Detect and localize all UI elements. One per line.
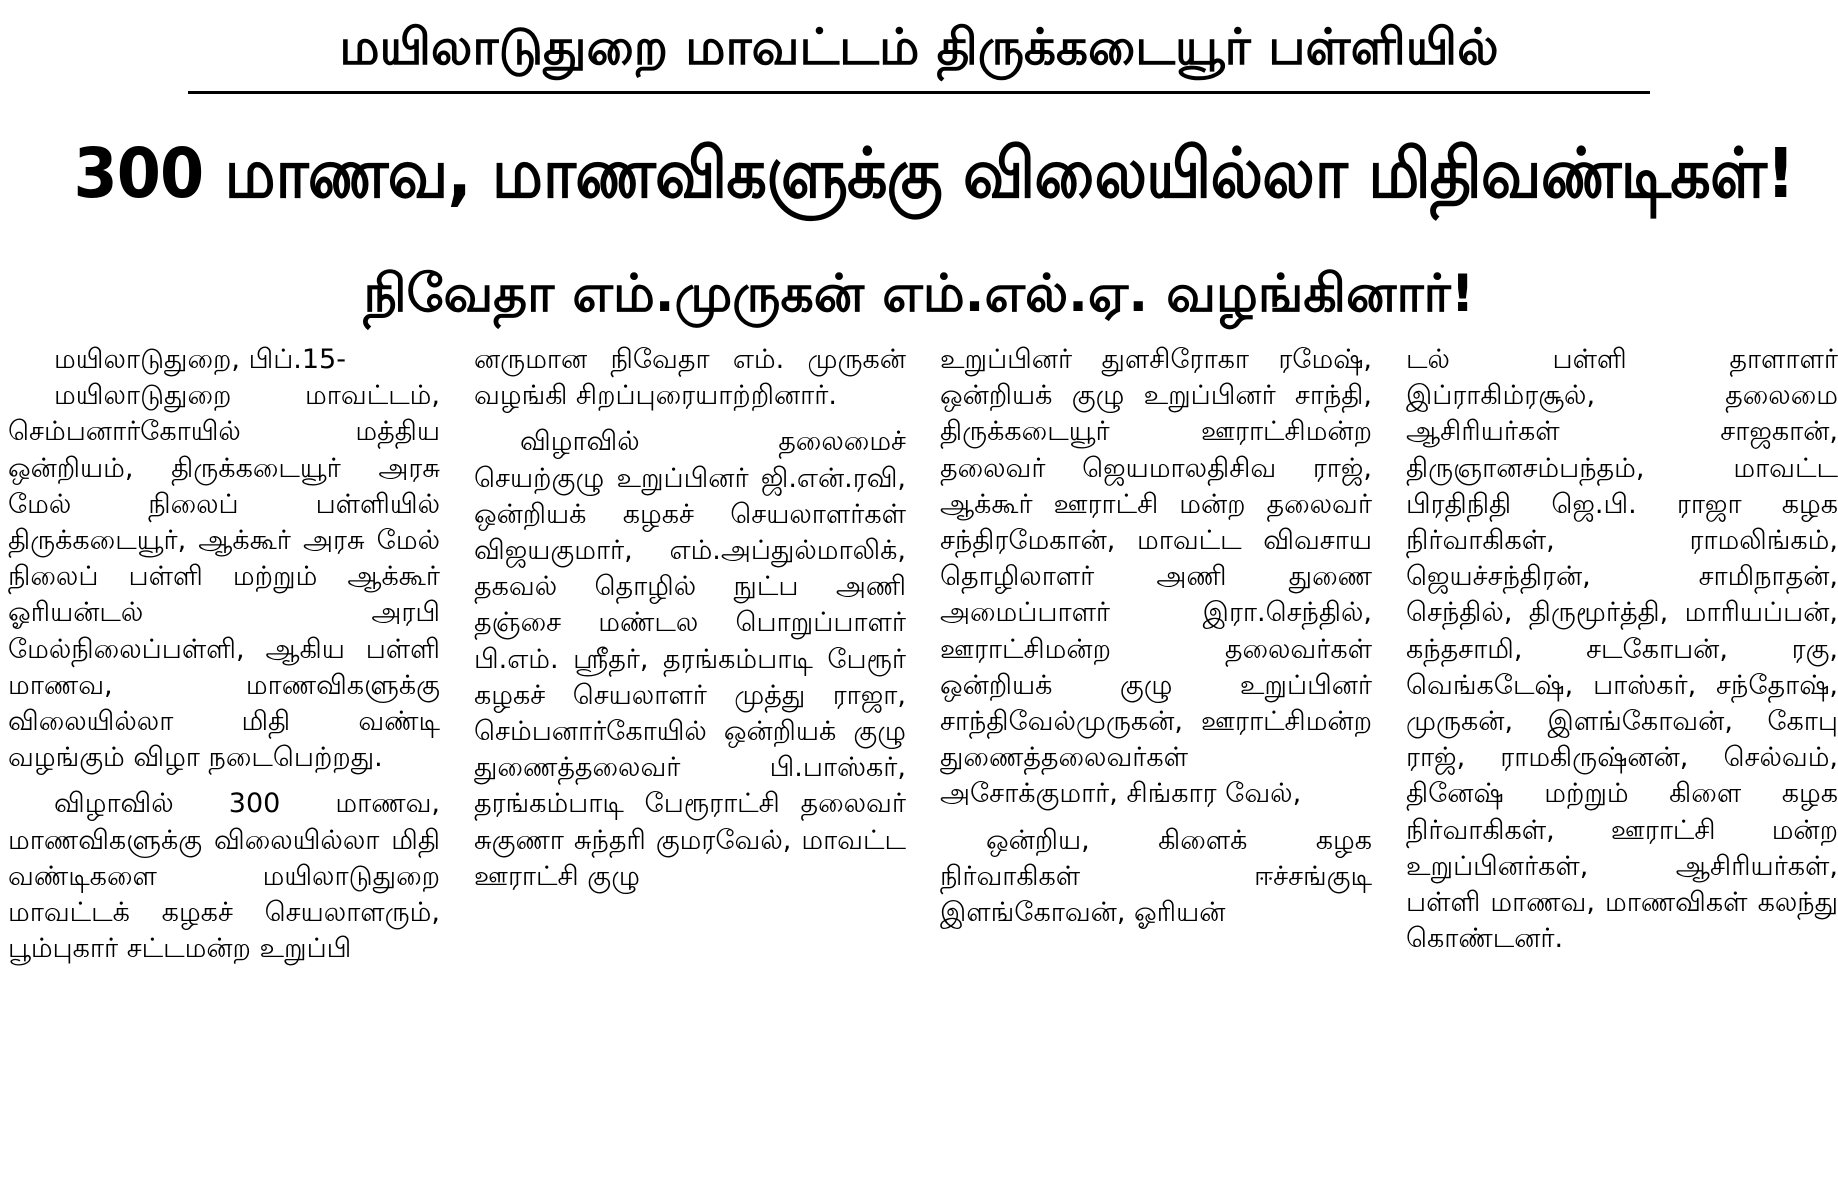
paragraph: ஒன்றிய, கிளைக் கழக நிர்வாகிகள் ஈச்சங்குடி இளங்கோவன், ஓரியன்	[940, 824, 1372, 929]
paragraph: உறுப்பினர் துளசிரோகா ரமேஷ், ஒன்றியக் குழு உறுப்பினர் சாந்தி, திருக்கடையூர் ஊராட்சிமன்ற தலைவர் ஜெயமாலதிசிவ ராஜ், ஆக்கூர் ஊராட்சி மன்ற தலைவர் சந்திரமேகான், மாவட்ட விவசாய தொழிலாளர் அணி துணை அமைப்பாளர் இரா.செந்தில், ஊராட்சிமன்ற தலைவர்கள் ஒன்றியக் குழு உறுப்பினர் சாந்திவேல்முருகன், ஊராட்சிமன்ற துணைத்தலைவர்கள் அசோக்குமார், சிங்கார வேல்,	[940, 344, 1372, 810]
column-1	[8, 342, 440, 967]
paragraph: விழாவில் 300 மாணவ, மாணவிகளுக்கு விலையில்லா மிதி வண்டிகளை மயிலாடுதுறை மாவட்டக் கழகச் செயலாளரும், பூம்புகார் சட்டமன்ற உறுப்பி	[8, 788, 440, 965]
sub-headline: நிவேதா எம்.முருகன் எம்.எல்.ஏ. வழங்கினார்!	[363, 264, 1475, 324]
column-3	[940, 342, 1372, 931]
paragraph: டல் பள்ளி தாளாளர் இப்ராகிம்ரசூல், தலைமை ஆசிரியர்கள் சாஜகான், திருஞானசம்பந்தம், மாவட்ட பிரதிநிதி ஜெ.பி. ராஜா கழக நிர்வாகிகள், ராமலிங்கம், ஜெயச்சந்திரன், சாமிநாதன், செந்தில், திருமூர்த்தி, மாரியப்பன், கந்தசாமி, சடகோபன், ரகு, வெங்கடேஷ், பாஸ்கர், சந்தோஷ், முருகன், இளங்கோவன், கோபு ராஜ், ராமகிருஷ்னன், செல்வம், தினேஷ் மற்றும் கிளை கழக நிர்வாகிகள், ஊராட்சி மன்ற உறுப்பினர்கள், ஆசிரியர்கள், பள்ளி மாணவ, மாணவிகள் கலந்து கொண்டனர்.	[1406, 344, 1838, 955]
paragraph: விழாவில் தலைமைச் செயற்குழு உறுப்பினர் ஜி.என்.ரவி, ஒன்றியக் கழகச் செயலாளர்கள் விஜயகுமார், எம்.அப்துல்மாலிக், தகவல் தொழில் நுட்ப அணி தஞ்சை மண்டல பொறுப்பாளர் பி.எம். ஸ்ரீதர், தரங்கம்பாடி பேரூர் கழகச் செயலாளர் முத்து ராஜா, செம்பனார்கோயில் ஒன்றியக் குழு துணைத்தலைவர் பி.பாஸ்கர், தரங்கம்பாடி பேரூராட்சி தலைவர் சுகுணா சுந்தரி குமரவேல், மாவட்ட ஊராட்சி குழு	[474, 426, 906, 892]
column-2	[474, 342, 906, 895]
main-headline: 300 மாணவ, மாணவிகளுக்கு விலையில்லா மிதிவண்டிகள்!	[73, 134, 1795, 214]
kicker-rule	[188, 91, 1650, 94]
article-body	[8, 342, 1838, 1192]
column-4	[1406, 342, 1838, 957]
paragraph: மயிலாடுதுறை மாவட்டம், செம்பனார்கோயில் மத்திய ஒன்றியம், திருக்கடையூர் அரசு மேல் நிலைப் பள்ளியில் திருக்கடையூர், ஆக்கூர் அரசு மேல் நிலைப் பள்ளி மற்றும் ஆக்கூர் ஓரியன்டல் அரபி மேல்நிலைப்பள்ளி, ஆகிய பள்ளி மாணவ, மாணவிகளுக்கு விலையில்லா மிதி வண்டி வழங்கும் விழா நடைபெற்றது.	[8, 380, 440, 774]
dateline: மயிலாடுதுறை, பிப்.15-	[54, 344, 346, 375]
paragraph: னருமான நிவேதா எம். முருகன் வழங்கி சிறப்புரையாற்றினார்.	[474, 344, 906, 412]
kicker-headline: மயிலாடுதுறை மாவட்டம் திருக்கடையூர் பள்ளியில்	[339, 18, 1499, 76]
